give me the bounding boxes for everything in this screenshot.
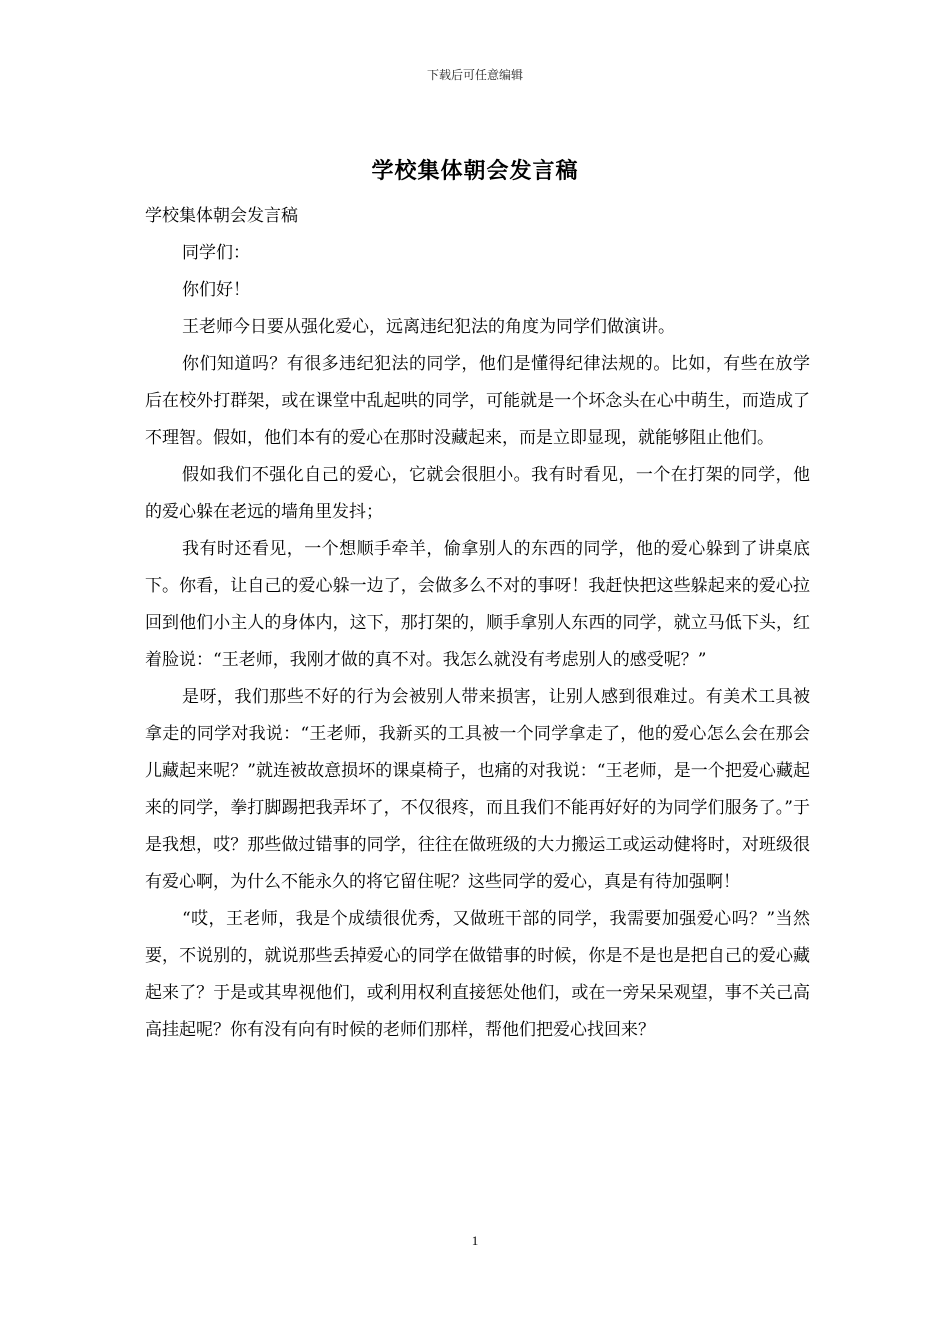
page-number: 1 [471, 1233, 479, 1248]
document-title: 学校集体朝会发言稿 [371, 159, 579, 184]
subtitle-paragraph: 学校集体朝会发言稿 [145, 206, 298, 226]
body-paragraph: 你们知道吗？有很多违纪犯法的同学，他们是懂得纪律法规的。比如，有些在放学后在校外打群架，或在课堂中乱起哄的同学，可能就是一个坏念头在心中萌生，而造成了不理智。假如，他们本有的爱心在那时没藏起来，而是立即显现，就能够阻止他们。 [145, 354, 810, 448]
body-paragraph: 王老师今日要从强化爱心，远离违纪犯法的角度为同学们做演讲。 [182, 317, 675, 337]
page-header-note: 下载后可任意编辑 [426, 68, 523, 82]
body-paragraph: 我有时还看见，一个想顺手牵羊，偷拿别人的东西的同学，他的爱心躲到了讲桌底下。你看，让自己的爱心躲一边了，会做多么不对的事呀！我赶快把这些躲起来的爱心拉回到他们小主人的身体内，这下，那打架的，顺手拿别人东西的同学，就立马低下头，红着脸说：“王老师，我刚才做的真不对。我怎么就没有考虑别人的感受呢？” [145, 539, 810, 670]
greeting-paragraph: 同学们： [182, 243, 250, 263]
body-paragraph: 是呀，我们那些不好的行为会被别人带来损害，让别人感到很难过。有美术工具被拿走的同学对我说：“王老师，我新买的工具被一个同学拿走了，他的爱心怎么会在那会儿藏起来呢？”就连被故意损坏的课桌椅子，也痛的对我说：“王老师，是一个把爱心藏起来的同学，拳打脚踢把我弄坏了，不仅很疼，而且我们不能再好好的为同学们服务了。”于是我想，哎？那些做过错事的同学，往往在做班级的大力搬运工或运动健将时，对班级很有爱心啊，为什么不能永久的将它留住呢？这些同学的爱心，真是有待加强啊！ [145, 687, 810, 892]
body-paragraph: 假如我们不强化自己的爱心，它就会很胆小。我有时看见，一个在打架的同学，他的爱心躲在老远的墙角里发抖； [145, 465, 810, 522]
document-body [145, 198, 810, 1049]
greeting-paragraph: 你们好！ [182, 280, 250, 300]
body-paragraph: “哎，王老师，我是个成绩很优秀，又做班干部的同学，我需要加强爱心吗？”当然要，不说别的，就说那些丢掉爱心的同学在做错事的时候，你是不是也是把自己的爱心藏起来了？于是或其卑视他们，或利用权利直接惩处他们，或在一旁呆呆观望，事不关己高高挂起呢？你有没有向有时候的老师们那样，帮他们把爱心找回来？ [145, 909, 810, 1040]
